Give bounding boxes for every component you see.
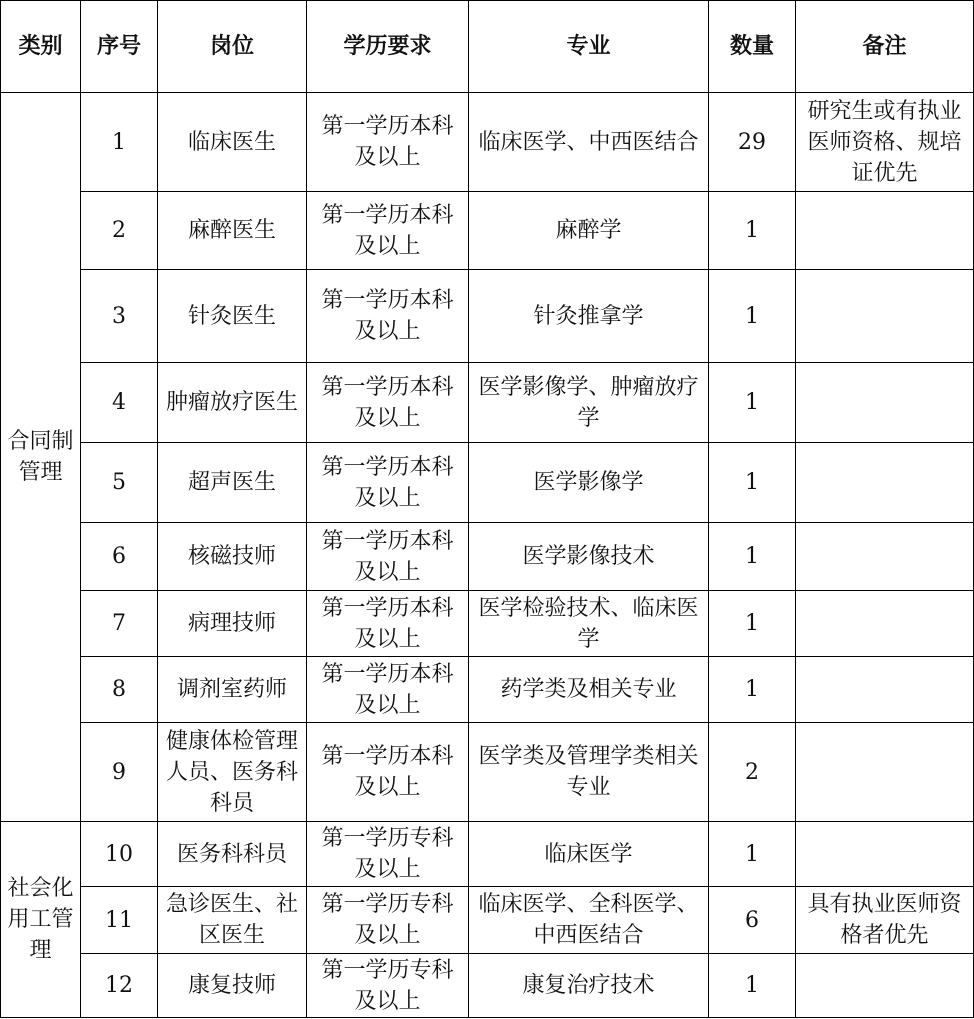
major-cell: 临床医学 xyxy=(469,822,709,887)
table-row xyxy=(1,954,974,1018)
education-cell: 第一学历本科及以上 xyxy=(307,723,469,822)
position-cell: 肿瘤放疗医生 xyxy=(158,363,307,443)
table-row xyxy=(1,591,974,657)
note-cell: 研究生或有执业医师资格、规培证优先 xyxy=(796,93,974,192)
position-cell: 针灸医生 xyxy=(158,270,307,363)
major-cell: 药学类及相关专业 xyxy=(469,657,709,723)
education-cell: 第一学历专科及以上 xyxy=(307,887,469,954)
count-cell: 1 xyxy=(709,192,796,270)
seq-cell: 7 xyxy=(81,591,158,657)
table-row xyxy=(1,192,974,270)
major-cell: 临床医学、中西医结合 xyxy=(469,93,709,192)
count-cell: 29 xyxy=(709,93,796,192)
table-row xyxy=(1,270,974,363)
table-row xyxy=(1,723,974,822)
position-cell: 医务科科员 xyxy=(158,822,307,887)
header-category: 类别 xyxy=(1,1,81,93)
header-count: 数量 xyxy=(709,1,796,93)
education-cell: 第一学历本科及以上 xyxy=(307,657,469,723)
table-body xyxy=(1,93,974,1018)
education-cell: 第一学历本科及以上 xyxy=(307,270,469,363)
count-cell: 1 xyxy=(709,822,796,887)
seq-cell: 10 xyxy=(81,822,158,887)
position-cell: 调剂室药师 xyxy=(158,657,307,723)
seq-cell: 8 xyxy=(81,657,158,723)
education-cell: 第一学历本科及以上 xyxy=(307,363,469,443)
position-cell: 健康体检管理人员、医务科科员 xyxy=(158,723,307,822)
education-cell: 第一学历本科及以上 xyxy=(307,591,469,657)
count-cell: 1 xyxy=(709,270,796,363)
count-cell: 1 xyxy=(709,443,796,523)
major-cell: 医学影像技术 xyxy=(469,523,709,591)
major-cell: 医学检验技术、临床医学 xyxy=(469,591,709,657)
seq-cell: 2 xyxy=(81,192,158,270)
header-note: 备注 xyxy=(796,1,974,93)
education-cell: 第一学历本科及以上 xyxy=(307,93,469,192)
major-cell: 医学影像学、肿瘤放疗学 xyxy=(469,363,709,443)
table-row xyxy=(1,887,974,954)
major-cell: 康复治疗技术 xyxy=(469,954,709,1018)
education-cell: 第一学历本科及以上 xyxy=(307,523,469,591)
note-cell xyxy=(796,192,974,270)
seq-cell: 4 xyxy=(81,363,158,443)
position-cell: 麻醉医生 xyxy=(158,192,307,270)
note-cell: 具有执业医师资格者优先 xyxy=(796,887,974,954)
table-row xyxy=(1,93,974,192)
note-cell xyxy=(796,363,974,443)
major-cell: 医学影像学 xyxy=(469,443,709,523)
education-cell: 第一学历本科及以上 xyxy=(307,443,469,523)
header-row xyxy=(1,1,974,93)
seq-cell: 9 xyxy=(81,723,158,822)
note-cell xyxy=(796,822,974,887)
seq-cell: 12 xyxy=(81,954,158,1018)
note-cell xyxy=(796,270,974,363)
category-cell: 合同制管理 xyxy=(1,93,81,822)
education-cell: 第一学历专科及以上 xyxy=(307,822,469,887)
table-row xyxy=(1,363,974,443)
count-cell: 1 xyxy=(709,591,796,657)
header-position: 岗位 xyxy=(158,1,307,93)
count-cell: 1 xyxy=(709,954,796,1018)
seq-cell: 6 xyxy=(81,523,158,591)
major-cell: 医学类及管理学类相关专业 xyxy=(469,723,709,822)
education-cell: 第一学历专科及以上 xyxy=(307,954,469,1018)
table-row xyxy=(1,822,974,887)
major-cell: 临床医学、全科医学、中西医结合 xyxy=(469,887,709,954)
table-row xyxy=(1,657,974,723)
seq-cell: 3 xyxy=(81,270,158,363)
note-cell xyxy=(796,657,974,723)
table-row xyxy=(1,443,974,523)
major-cell: 针灸推拿学 xyxy=(469,270,709,363)
education-cell: 第一学历本科及以上 xyxy=(307,192,469,270)
note-cell xyxy=(796,723,974,822)
position-cell: 病理技师 xyxy=(158,591,307,657)
count-cell: 2 xyxy=(709,723,796,822)
note-cell xyxy=(796,443,974,523)
note-cell xyxy=(796,954,974,1018)
header-major: 专业 xyxy=(469,1,709,93)
category-cell: 社会化用工管理 xyxy=(1,822,81,1018)
note-cell xyxy=(796,591,974,657)
seq-cell: 11 xyxy=(81,887,158,954)
seq-cell: 5 xyxy=(81,443,158,523)
count-cell: 1 xyxy=(709,523,796,591)
position-cell: 核磁技师 xyxy=(158,523,307,591)
header-education: 学历要求 xyxy=(307,1,469,93)
position-cell: 超声医生 xyxy=(158,443,307,523)
seq-cell: 1 xyxy=(81,93,158,192)
header-seq: 序号 xyxy=(81,1,158,93)
count-cell: 1 xyxy=(709,363,796,443)
count-cell: 1 xyxy=(709,657,796,723)
position-cell: 康复技师 xyxy=(158,954,307,1018)
major-cell: 麻醉学 xyxy=(469,192,709,270)
position-cell: 急诊医生、社区医生 xyxy=(158,887,307,954)
table-row xyxy=(1,523,974,591)
position-cell: 临床医生 xyxy=(158,93,307,192)
count-cell: 6 xyxy=(709,887,796,954)
note-cell xyxy=(796,523,974,591)
